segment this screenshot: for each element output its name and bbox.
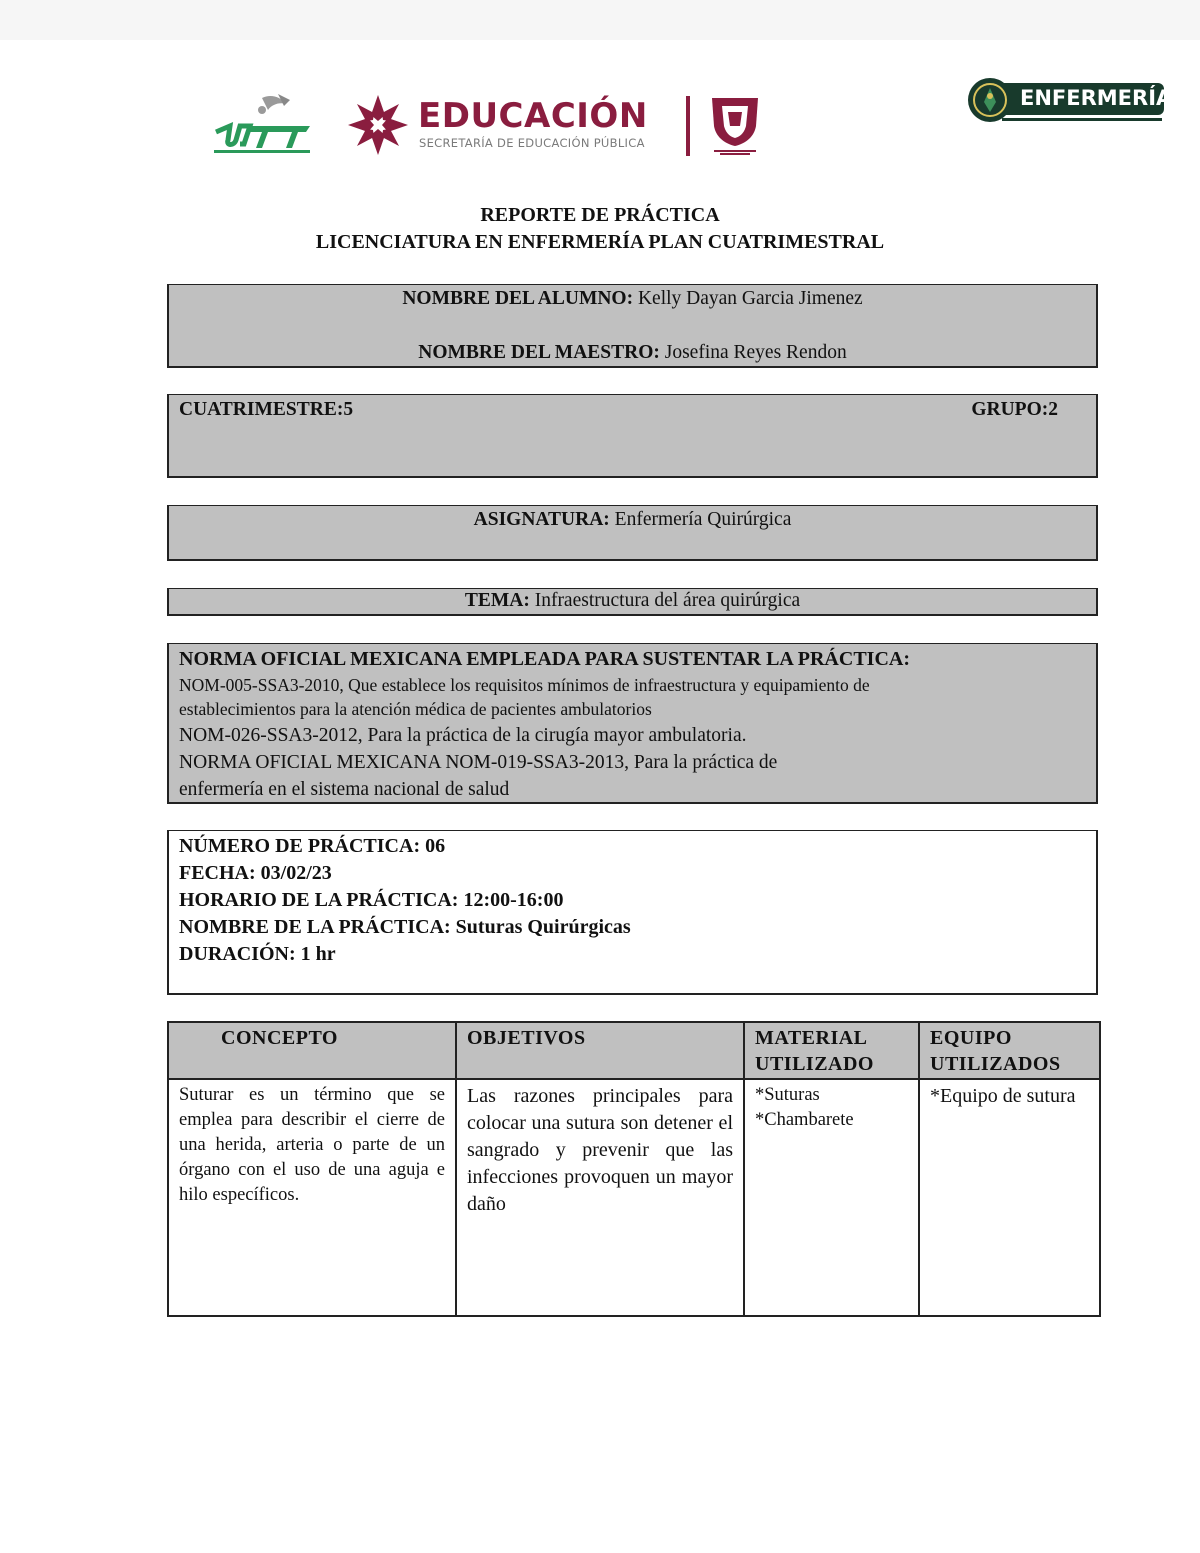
term-box [167, 394, 1098, 478]
teacher-name: Josefina Reyes Rendon [659, 342, 847, 363]
subject-line [169, 509, 1096, 531]
grupo-value: GRUPO:2 [971, 399, 1058, 420]
sep-star-logo [346, 94, 410, 156]
sep-logo-title: EDUCACIÓN [418, 96, 648, 136]
norma-line-1: NOM-005-SSA3-2010, Que establece los requisitos mínimos de infraestructura y equipamiento de [179, 675, 870, 695]
material-item: *Suturas [755, 1085, 820, 1105]
cell-concepto: Suturar es un término que se emplea para describir el cierre de una herida, arteria o parte de un órgano con el uso de una aguja e hilo específicos. [168, 1079, 456, 1316]
practice-date: FECHA: 03/02/23 [179, 862, 332, 884]
table-header-row [168, 1022, 1100, 1079]
hidalgo-shield-logo [704, 92, 766, 156]
topic-line [169, 590, 1096, 612]
subject-box [167, 505, 1098, 561]
practice-schedule: HORARIO DE LA PRÁCTICA: 12:00-16:00 [179, 889, 564, 911]
subject-name: Enfermería Quirúrgica [609, 509, 792, 530]
page-top-strip [0, 0, 1200, 40]
sep-divider [686, 96, 690, 156]
practice-duration: DURACIÓN: 1 hr [179, 943, 336, 965]
report-title: REPORTE DE PRÁCTICA [480, 204, 720, 226]
norma-heading: NORMA OFICIAL MEXICANA EMPLEADA PARA SUSTENTAR LA PRÁCTICA: [179, 648, 910, 670]
practice-number: NÚMERO DE PRÁCTICA: 06 [179, 835, 446, 857]
program-title: LICENCIATURA EN ENFERMERÍA PLAN CUATRIMESTRAL [315, 231, 885, 253]
header-objetivos: OBJETIVOS [456, 1022, 744, 1079]
subject-label: ASIGNATURA: [473, 509, 610, 530]
enfermeria-badge-label: ENFERMERÍA [1020, 86, 1173, 110]
cell-objetivos: Las razones principales para colocar una sutura son detener el sangrado y prevenir que las infecciones provoquen un mayor daño [456, 1079, 744, 1316]
student-label: NOMBRE DEL ALUMNO: [402, 288, 634, 309]
topic-name: Infraestructura del área quirúrgica [529, 590, 801, 611]
practice-table [167, 1021, 1101, 1317]
topic-label: TEMA: [464, 590, 530, 611]
topic-box [167, 588, 1098, 616]
names-box [167, 284, 1098, 368]
norma-line-3: NOM-026-SSA3-2012, Para la práctica de la cirugía mayor ambulatoria. [179, 725, 747, 746]
norma-line-5: enfermería en el sistema nacional de salud [179, 779, 510, 800]
cell-material [744, 1079, 919, 1316]
norma-line-4: NORMA OFICIAL MEXICANA NOM-019-SSA3-2013, Para la práctica de [179, 752, 778, 773]
uttt-logo [210, 92, 314, 158]
header-equipo: EQUIPO UTILIZADOS [919, 1022, 1100, 1079]
practice-name: NOMBRE DE LA PRÁCTICA: Suturas Quirúrgicas [179, 916, 631, 938]
student-line [169, 288, 1096, 310]
norma-line-2: establecimientos para la atención médica de pacientes ambulatorios [179, 699, 652, 719]
header-material: MATERIAL UTILIZADO [744, 1022, 919, 1079]
cuatrimestre-value: CUATRIMESTRE:5 [179, 399, 354, 420]
norma-box [167, 643, 1098, 804]
practice-box [167, 830, 1098, 995]
teacher-label: NOMBRE DEL MAESTRO: [418, 342, 660, 363]
student-name: Kelly Dayan Garcia Jimenez [633, 288, 863, 309]
table-row [168, 1079, 1100, 1316]
material-item: *Chambarete [755, 1110, 854, 1130]
cell-equipo: *Equipo de sutura [919, 1079, 1100, 1316]
teacher-line [169, 342, 1096, 364]
header-concepto: CONCEPTO [168, 1022, 456, 1079]
sep-logo-subtitle: SECRETARÍA DE EDUCACIÓN PÚBLICA [419, 136, 645, 150]
